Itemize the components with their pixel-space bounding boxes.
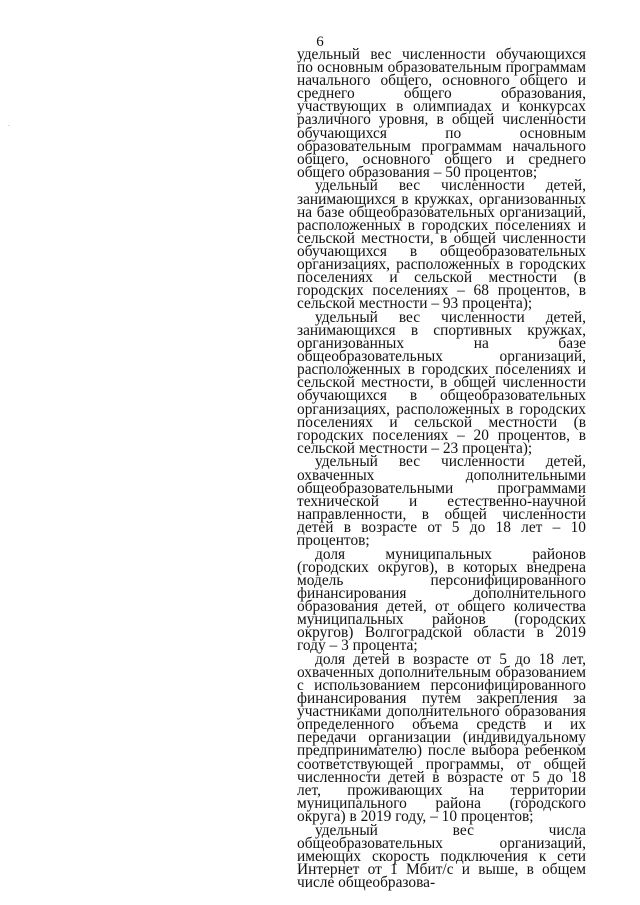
paragraph-technical-programs: удельный вес численности детей, охваченных дополнительными общеобразовательными программами технической и естественно-научной направленности, в общей численности детей в возрасте от 5 до 18 лет – 10 процентов; [297,453,586,549]
page-number: 6 [316,34,324,50]
paragraph-internet-speed: удельный вес числа общеобразовательных организаций, имеющих скорость подключения к сети Интернет от 1 Мбит/с и выше, в общем числе общеобразова- [297,821,586,891]
document-text-column [297,48,586,889]
paragraph-olympiad-participation: удельный вес численности обучающихся по основным образовательным программам начального общего, основного общего и среднего общего образования, участвующих в олимпиадах и конкурсах различного уровня, в общей численности обучающихся по основным образовательным программам начального общего, основного общего и среднего общего образования – 50 процентов; [297,46,586,181]
paragraph-clubs: удельный вес численности детей, занимающихся в кружках, организованных на базе общеобразовательных организаций, расположенных в городских поселениях и сельской местности, в общей численности обучающихся в общеобразовательных организациях, расположенных в городских поселениях и сельской местности (в городских поселениях – 68 процентов, в сельской местности – 93 процента); [297,177,586,313]
paragraph-sports-clubs: удельный вес численности детей, занимающихся в спортивных кружках, организованных на базе общеобразовательных организаций, расположенных в городских поселениях и сельской местности, в общей численности обучающихся в общеобразовательных организациях, расположенных в городских поселениях и сельской местности (в городских поселениях – 20 процентов, в сельской местности – 23 процента); [297,308,586,457]
scan-margin-mark [8,125,10,126]
paragraph-municipal-districts: доля муниципальных районов (городских округов), в которых внедрена модель персонифицированного финансирования дополнительного образования детей, от общего количества муниципальных районов (городских округов) Волгоградской области в 2019 году – 3 процента; [297,545,586,655]
paragraph-personalized-financing: доля детей в возрасте от 5 до 18 лет, охваченных дополнительным образованием с использованием персонифицированного финансирования путем закрепления за участниками дополнительного образования определенного объема средств и их передачи организации (индивидуальному предпринимателю) после выбора ребенком соответствующей программы, от общей численности детей в возрасте от 5 до 18 лет, проживающих на территории муниципального района (городского округа) в 2019 году, – 10 процентов; [297,650,586,825]
